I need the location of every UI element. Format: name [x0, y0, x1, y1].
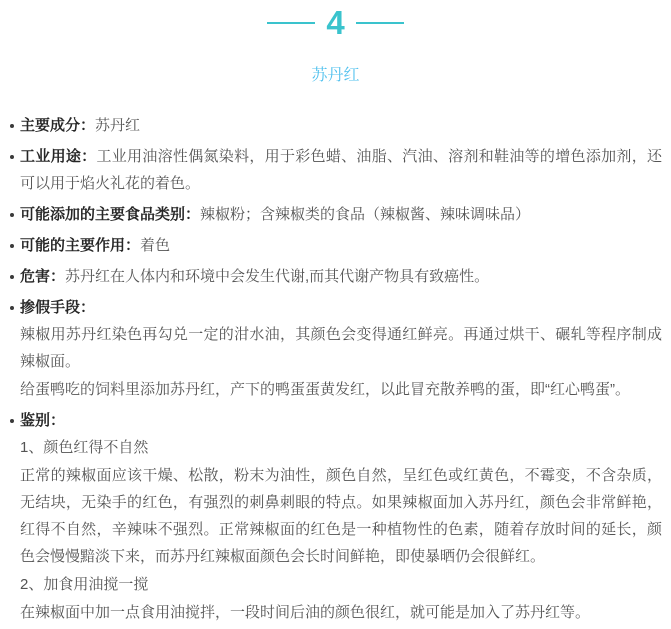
- item-label: 危害：: [20, 268, 66, 285]
- item-label: 主要成分：: [20, 117, 96, 134]
- section-title: 苏丹红: [311, 67, 360, 84]
- item-paragraph: 给蛋鸭吃的饲料里添加苏丹红，产下的鸭蛋蛋黄发红，以此冒充散养鸭的蛋，即“红心鸭蛋”。: [20, 381, 630, 398]
- item-text: 着色: [140, 237, 171, 254]
- list-item: [9, 294, 662, 403]
- section-number: 4: [326, 4, 345, 41]
- list-item: [9, 232, 662, 259]
- list-item: [9, 263, 662, 290]
- item-paragraph: 正常的辣椒面应该干燥、松散，粉末为油性，颜色自然，呈红色或红黄色，不霉变，不含杂质，无结块，无染手的红色，有强烈的刺鼻刺眼的特点。如果辣椒面加入苏丹红，颜色会非常鲜艳，红得不自然，辛辣味不强烈。正常辣椒面的红色是一种植物性的色素，随着存放时间的延长，颜色会慢慢黯淡下来，而苏丹红辣椒面颜色会长时间鲜艳，即使暴晒仍会很鲜红。: [20, 467, 662, 565]
- item-paragraph: 辣椒用苏丹红染色再勾兑一定的泔水油，其颜色会变得通红鲜亮。再通过烘干、碾轧等程序制成辣椒面。: [20, 326, 662, 370]
- divider-line-left: [267, 22, 315, 24]
- item-label: 可能的主要作用：: [20, 237, 141, 254]
- list-item: [9, 201, 662, 228]
- item-text: 苏丹红: [95, 117, 141, 134]
- item-label: 鉴别：: [20, 412, 66, 429]
- item-text: 苏丹红在人体内和环境中会发生代谢,而其代谢产物具有致癌性。: [65, 268, 490, 285]
- info-list: [0, 112, 671, 626]
- list-item: [9, 143, 662, 197]
- item-label: 工业用途：: [20, 148, 97, 165]
- divider-line-right: [356, 22, 404, 24]
- list-item: [9, 407, 662, 626]
- section-header: [0, 0, 671, 40]
- item-text: 工业用油溶性偶氮染料，用于彩色蜡、油脂、汽油、溶剂和鞋油等的增色添加剂，还可以用于焰火礼花的着色。: [20, 148, 662, 192]
- item-label: 可能添加的主要食品类别：: [20, 206, 201, 223]
- item-text: 辣椒粉；含辣椒类的食品（辣椒酱、辣味调味品）: [200, 206, 531, 223]
- item-paragraph: 在辣椒面中加一点食用油搅拌，一段时间后油的颜色很红，就可能是加入了苏丹红等。: [20, 604, 591, 621]
- item-paragraph: 1、颜色红得不自然: [20, 439, 149, 456]
- item-label: 掺假手段：: [20, 299, 96, 316]
- item-paragraph: 2、加食用油搅一搅: [20, 576, 149, 593]
- list-item: [9, 112, 662, 139]
